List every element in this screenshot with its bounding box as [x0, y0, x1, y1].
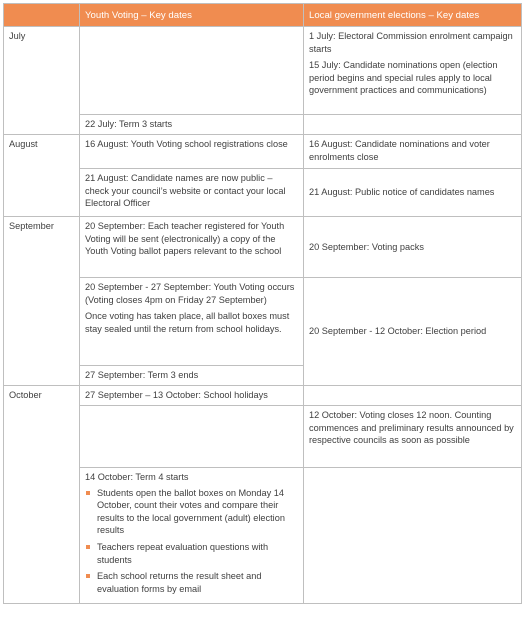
table-row [4, 278, 522, 366]
table-row [4, 386, 522, 406]
table-row [4, 217, 522, 278]
local-cell [304, 386, 522, 406]
local-cell: 16 August: Candidate nominations and voter enrolments close [304, 135, 522, 169]
table-row [4, 169, 522, 217]
local-cell [304, 115, 522, 135]
youth-entry: Once voting has taken place, all ballot boxes must stay sealed until the return from school holidays. [85, 311, 290, 334]
local-cell [304, 27, 522, 115]
local-cell [304, 468, 522, 604]
youth-cell [80, 468, 304, 604]
square-bullet-icon [86, 574, 90, 578]
bullet-list [85, 487, 298, 596]
youth-cell: 22 July: Term 3 starts [80, 115, 304, 135]
local-cell: 21 August: Public notice of candidates names [304, 169, 522, 217]
table-row [4, 406, 522, 468]
table-row [4, 115, 522, 135]
youth-cell [80, 278, 304, 366]
table-row [4, 468, 522, 604]
month-cell-july: July [4, 27, 80, 135]
youth-entry: 20 September - 27 September: Youth Voting occurs (Voting closes 4pm on Friday 27 September) [85, 282, 295, 305]
youth-cell [80, 406, 304, 468]
youth-cell [80, 27, 304, 115]
local-entry: 1 July: Electoral Commission enrolment campaign starts [309, 31, 513, 54]
youth-cell: 16 August: Youth Voting school registrations close [80, 135, 304, 169]
header-month [4, 4, 80, 27]
table-row [4, 135, 522, 169]
youth-cell: 27 September: Term 3 ends [80, 366, 304, 386]
header-youth-voting: Youth Voting – Key dates [80, 4, 304, 27]
list-item-text: Students open the ballot boxes on Monday 14 October, count their votes and compare their results to the local government (adult) election results [97, 487, 285, 536]
list-item [85, 541, 298, 566]
local-cell: 12 October: Voting closes 12 noon. Counting commences and preliminary results announced by respective councils as soon as possible [304, 406, 522, 468]
youth-cell: 27 September – 13 October: School holidays [80, 386, 304, 406]
list-item-text: Teachers repeat evaluation questions with students [97, 541, 269, 565]
square-bullet-icon [86, 545, 90, 549]
square-bullet-icon [86, 491, 90, 495]
month-cell-october: October [4, 386, 80, 604]
local-cell: 20 September: Voting packs [304, 217, 522, 278]
local-entry: 15 July: Candidate nominations open (election period begins and special rules apply to local government practices and communications) [309, 60, 498, 96]
youth-cell: 20 September: Each teacher registered for Youth Voting will be sent (electronically) a copy of the Youth Voting ballot papers relevant to the school [80, 217, 304, 278]
list-item [85, 487, 298, 537]
youth-cell: 21 August: Candidate names are now public – check your council’s website or contact your local Electoral Officer [80, 169, 304, 217]
key-dates-table [3, 3, 522, 604]
header-row [4, 4, 522, 27]
youth-entry: 14 October: Term 4 starts [85, 472, 189, 482]
header-local-elections: Local government elections – Key dates [304, 4, 522, 27]
list-item-text: Each school returns the result sheet and evaluation forms by email [97, 571, 262, 594]
list-item [85, 570, 298, 595]
local-cell: 20 September - 12 October: Election period [304, 278, 522, 386]
table-row [4, 27, 522, 115]
month-cell-august: August [4, 135, 80, 217]
month-cell-september: September [4, 217, 80, 386]
